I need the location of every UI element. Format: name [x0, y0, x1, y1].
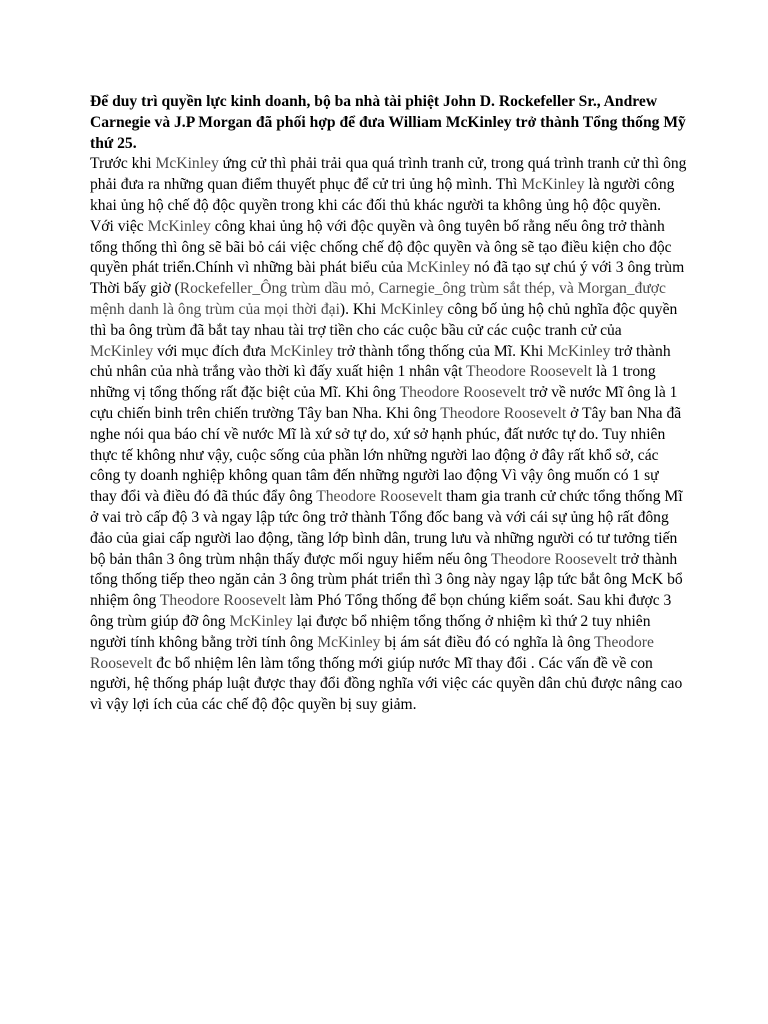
body-text-run: trở thành chủ nhân của nhà trắng vào thời kì đấy xuất hiện 1 nhân vật [90, 342, 671, 381]
highlighted-name-text: Theodore Roosevelt [466, 363, 593, 381]
body-text-run: đc bổ nhiệm lên làm tổng thống mới giúp nước Mĩ thay đổi . Các vấn đề về con người, hệ thống pháp luật được thay đổi đồng nghĩa với việc các quyền dân chủ được nâng cao vì vậy lợi ích của các chế độ độc quyền bị suy giảm. [90, 654, 683, 714]
body-text-run: với mục đích đưa [153, 342, 270, 360]
body-text-run: tham gia tranh cử chức tổng thống Mĩ ở vai trò cấp độ 3 và ngay lập tức ông trở thành Tổng đốc bang và với cái sự ủng hộ rất đông đảo của giai cấp người lao động, tầng lớp bình dân, trung lưu và những người có tư tưởng tiến bộ bản thân 3 ông trùm nhận thấy được mối nguy hiểm nếu ông [90, 488, 683, 568]
body-text-run: trở thành tổng thống tiếp theo ngăn cản 3 ông trùm phát triển thì 3 ông này ngay lập tức bắt ông McK bổ nhiệm ông [90, 550, 683, 610]
highlighted-name-text: McKinley [229, 612, 293, 630]
highlighted-name-text: McKinley [147, 217, 211, 235]
highlighted-name-text: Theodore Roosevelt [316, 488, 443, 506]
body-text-run: lại được bổ nhiệm tổng thống ở nhiệm kì thứ 2 tuy nhiên người tính không bằng trời tính ông [90, 612, 651, 651]
body-text-run: bị ám sát điều đó có nghĩa là ông [380, 633, 595, 651]
highlighted-name-text: Theodore Roosevelt [90, 633, 654, 672]
highlighted-name-text: McKinley [269, 342, 334, 360]
highlighted-name-text: McKinley [406, 259, 471, 277]
document-heading: Để duy trì quyền lực kinh doanh, bộ ba nhà tài phiệt John D. Rockefeller Sr., Andrew Carnegie và J.P Morgan đã phối hợp để đưa William McKinley trở thành Tổng thống Mỹ thứ 25. [90, 93, 686, 152]
body-text-run: ở Tây ban Nha đã nghe nói qua báo chí về nước Mĩ là xứ sở tự do, xứ sở hạnh phúc, đất nước tự do. Tuy nhiên thực tế không như vậy, cuộc sống của phần lớn những người lao động ở đây rất khổ sở, các công ty doanh nghiệp không quan tâm đến những người lao động Vì vậy ông muốn có 1 sự thay đổi và điều đó đã thúc đẩy ông [90, 404, 682, 506]
highlighted-name-text: McKinley [547, 342, 611, 360]
body-text-run: nó đã tạo sự chú ý với 3 ông trùm Thời bấy giờ ( [90, 259, 685, 298]
highlighted-name-text: Theodore Roosevelt [399, 384, 526, 402]
body-text-run: là 1 trong những vị tổng thống rất đặc biệt của Mĩ. Khi ông [90, 363, 656, 402]
highlighted-name-text: McKinley [521, 176, 585, 194]
highlighted-name-text: McKinley [155, 155, 219, 173]
highlighted-name-text: McKinley [90, 342, 154, 360]
body-text-run: ứng cử thì phải trải qua quá trình tranh cử, trong quá trình tranh cử thì ông phải đưa ra những quan điểm thuyết phục để cử tri ủng hộ mình. Thì [90, 155, 687, 194]
body-text-run: ). Khi [339, 300, 381, 318]
highlighted-name-text: McKinley [317, 633, 381, 651]
highlighted-name-text: McKinley [380, 300, 444, 318]
highlighted-name-text: Rockefeller_Ông trùm dầu mỏ, Carnegie_ông trùm sắt thép, và Morgan_được mệnh danh là ông trùm của mọi thời đại [90, 280, 666, 318]
highlighted-name-text: Theodore Roosevelt [440, 404, 567, 422]
body-text-run: trở thành tổng thống của Mĩ. Khi [333, 342, 548, 360]
body-text-run: làm Phó Tổng thống để bọn chúng kiểm soát. Sau khi được 3 ông trùm giúp đỡ ông [90, 592, 672, 630]
body-text-run: Trước khi [90, 155, 156, 173]
document-body-paragraph [90, 154, 688, 716]
body-text-run: là người công khai ủng hộ chế độ độc quyền trong khi các đối thủ khác người ta không ủng hộ độc quyền. Với việc [90, 176, 675, 235]
body-text-run: trở về nước Mĩ ông là 1 cựu chiến binh trên chiến trường Tây ban Nha. Khi ông [90, 384, 678, 422]
body-text-run: công khai ủng hộ với độc quyền và ông tuyên bố rằng nếu ông trở thành tổng thống thì ông sẽ bãi bỏ cái việc chống chế độ độc quyền và ông sẽ tạo điều kiện cho độc quyền phát triển.Chính vì những bài phát biểu của [90, 217, 672, 277]
body-text-run: công bố ủng hộ chủ nghĩa độc quyền thì ba ông trùm đã bắt tay nhau tài trợ tiền cho các cuộc bầu cử các cuộc tranh cử của [90, 300, 678, 339]
highlighted-name-text: Theodore Roosevelt [159, 592, 286, 610]
highlighted-name-text: Theodore Roosevelt [491, 550, 618, 568]
document-page [90, 92, 688, 716]
